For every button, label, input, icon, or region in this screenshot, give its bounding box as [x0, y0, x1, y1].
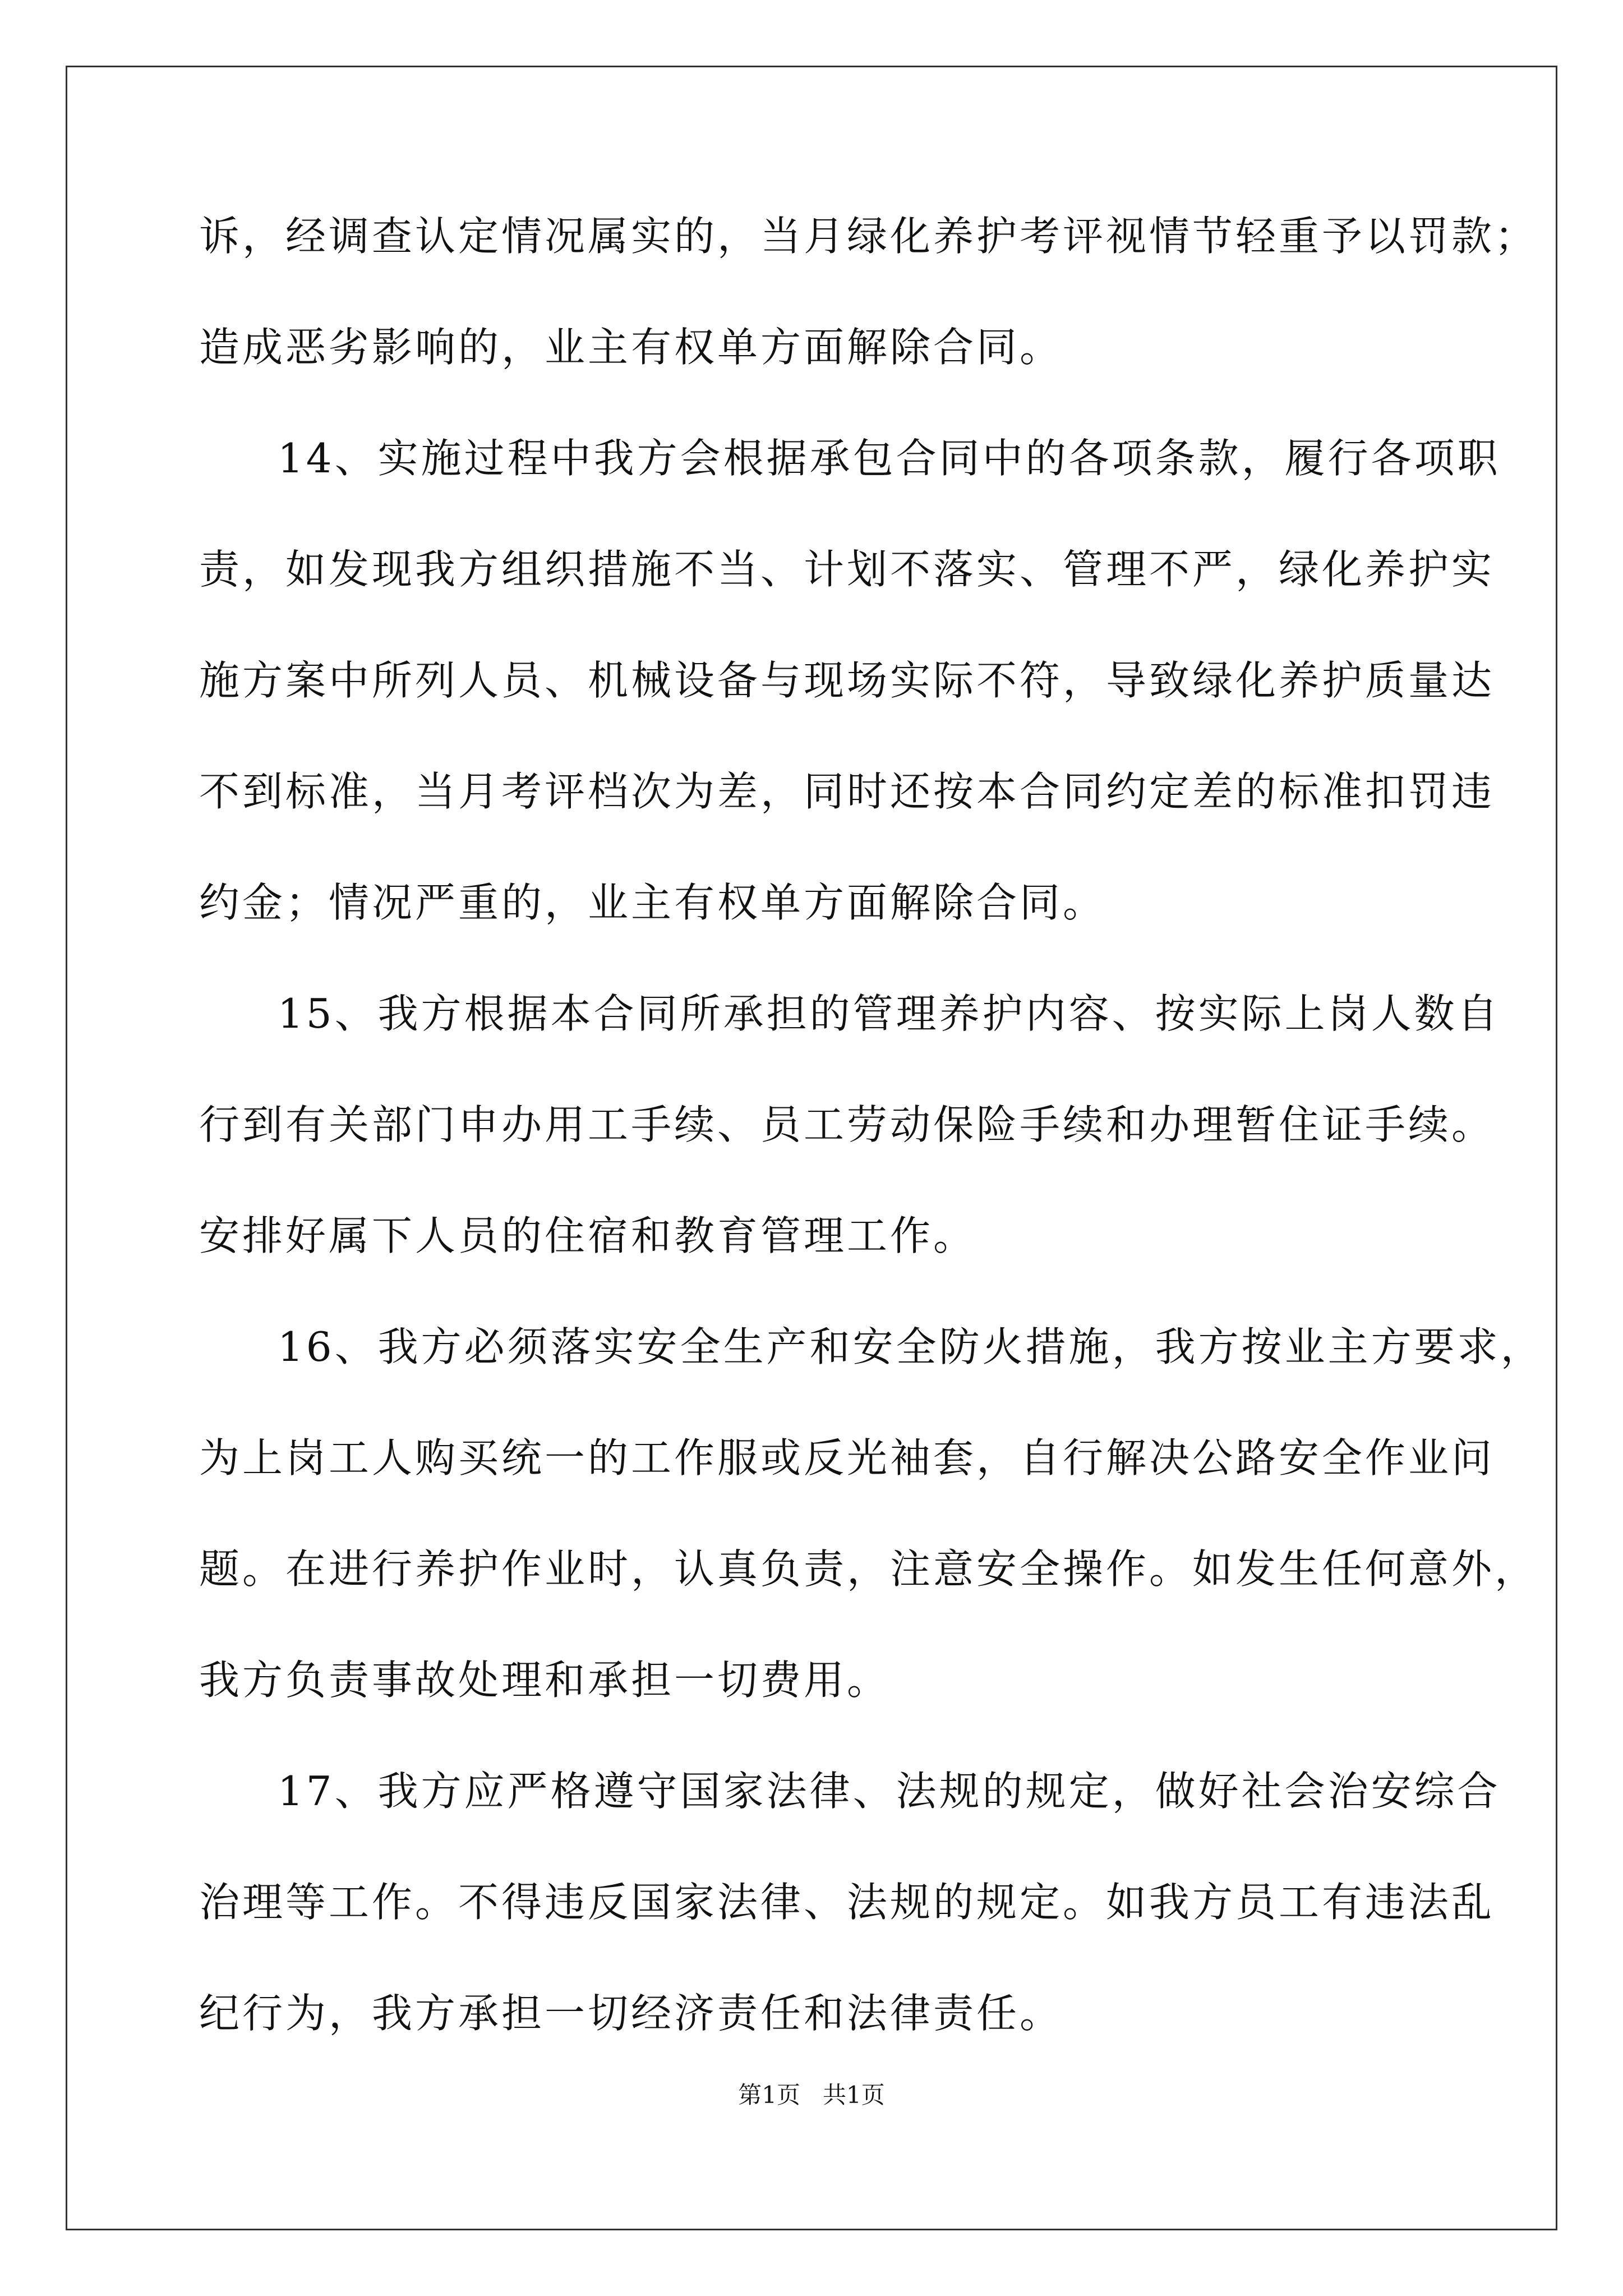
body-text-line: 安排好属下人员的住宿和教育管理工作。 — [199, 1212, 977, 1259]
paragraph-start-line: 14、实施过程中我方会根据承包合同中的各项条款，履行各项职 — [278, 435, 1501, 482]
paragraph-start-line: 15、我方根据本合同所承担的管理养护内容、按实际上岗人数自 — [278, 990, 1501, 1037]
body-text-line: 纪行为，我方承担一切经济责任和法律责任。 — [199, 1990, 1063, 2037]
paragraph-start-line: 16、我方必须落实安全生产和安全防火措施，我方按业主方要求， — [278, 1323, 1544, 1370]
body-text-line: 责，如发现我方组织措施不当、计划不落实、管理不严，绿化养护实 — [199, 546, 1495, 593]
body-text-line: 为上岗工人购买统一的工作服或反光袖套，自行解决公路安全作业问 — [199, 1434, 1495, 1481]
body-text-line: 造成恶劣影响的，业主有权单方面解除合同。 — [199, 324, 1063, 371]
body-text-line: 我方负责事故处理和承担一切费用。 — [199, 1657, 891, 1704]
body-text-line: 行到有关部门申办用工手续、员工劳动保险手续和办理暂住证手续。 — [199, 1101, 1495, 1148]
body-text-line: 不到标准，当月考评档次为差，同时还按本合同约定差的标准扣罚违 — [199, 768, 1495, 815]
body-text-line: 治理等工作。不得违反国家法律、法规的规定。如我方员工有违法乱 — [199, 1879, 1495, 1926]
paragraph-start-line: 17、我方应严格遵守国家法律、法规的规定，做好社会治安综合 — [278, 1768, 1501, 1815]
body-text-line: 施方案中所列人员、机械设备与现场实际不符，导致绿化养护质量达 — [199, 657, 1495, 704]
page-footer: 第1页 共1页 — [738, 2081, 885, 2109]
body-text-line: 约金；情况严重的，业主有权单方面解除合同。 — [199, 879, 1106, 926]
body-text-line: 题。在进行养护作业时，认真负责，注意安全操作。如发生任何意外， — [199, 1545, 1538, 1593]
body-text-line: 诉，经调查认定情况属实的，当月绿化养护考评视情节轻重予以罚款； — [199, 213, 1538, 260]
